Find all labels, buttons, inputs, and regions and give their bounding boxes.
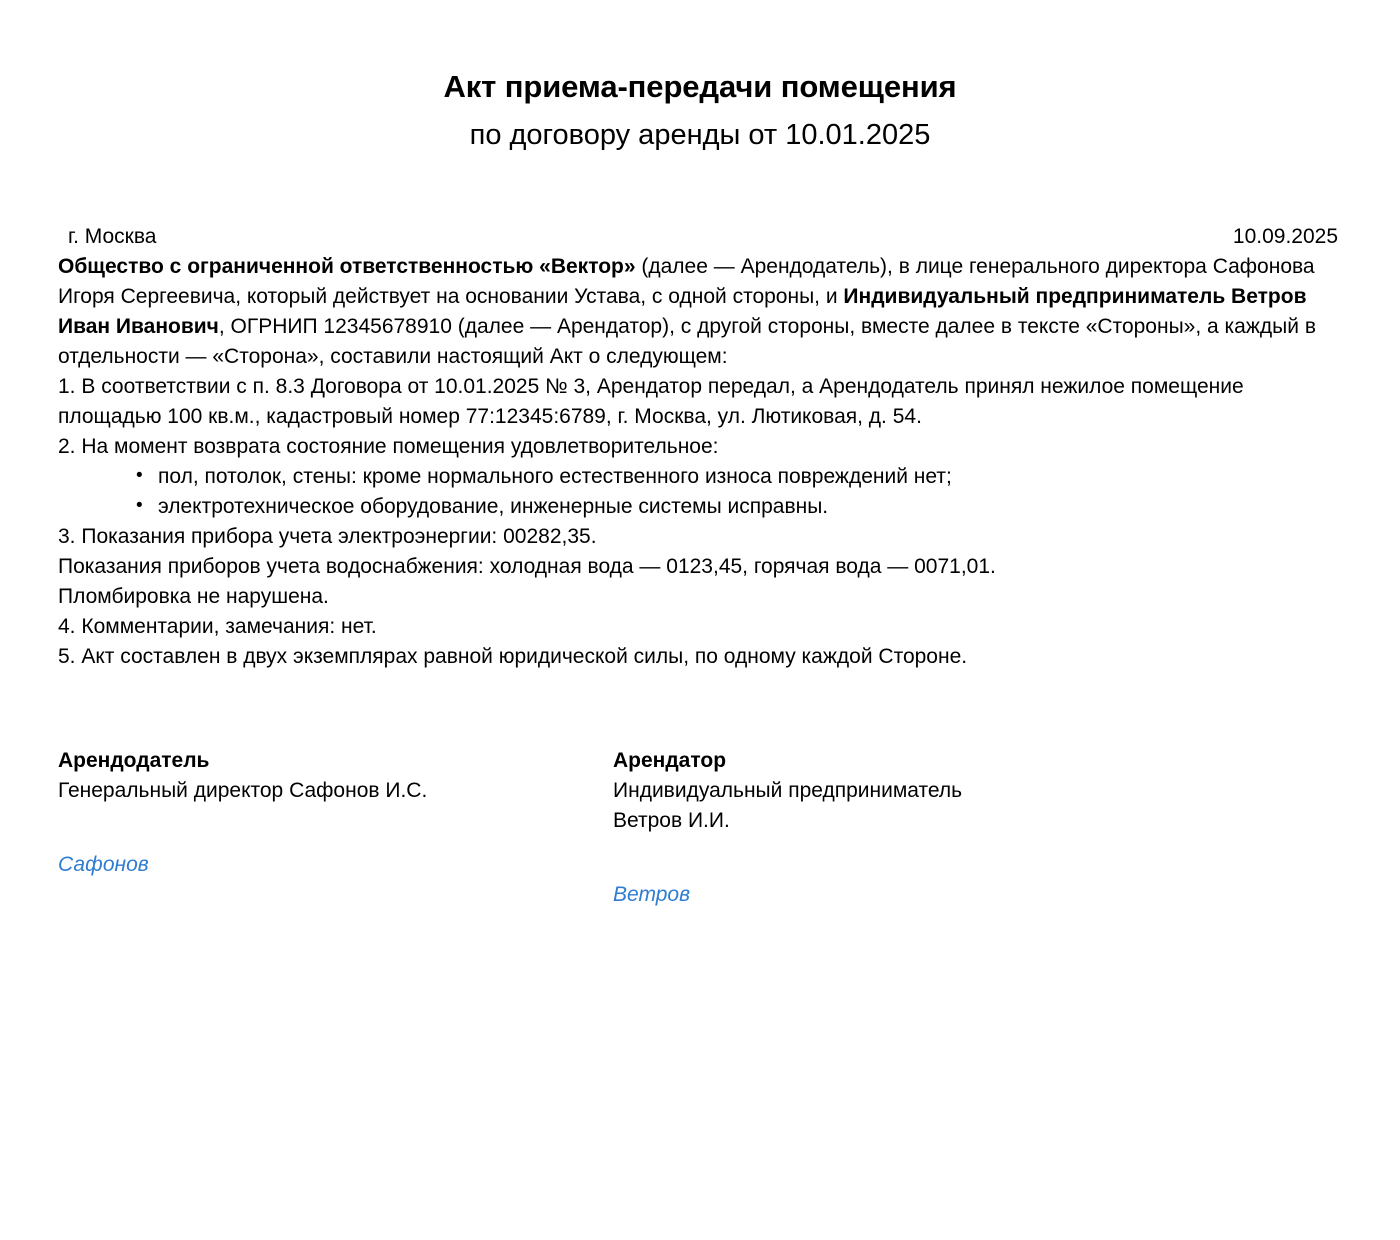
document-body: [58, 222, 1342, 910]
page-subtitle: по договору аренды от 10.01.2025: [469, 119, 931, 151]
clause-1: 1. В соответствии с п. 8.3 Договора от 10.01.2025 № 3, Арендатор передал, а Арендодатель принял нежилое помещение площадью 100 кв.м., кадастровый номер 77:12345:6789, г. Москва, ул. Лютиковая, д. 54.: [58, 375, 1244, 428]
title-block: [0, 0, 1400, 156]
parties-paragraph: [58, 252, 1342, 372]
tenant-person-name: Ветров И.И.: [613, 809, 730, 832]
condition-bullet-list: [58, 462, 1342, 522]
clause-5-copies: 5. Акт составлен в двух экземплярах равной юридической силы, по одному каждой Стороне.: [58, 645, 968, 668]
tenant-signature-column: [613, 746, 1168, 910]
clause-3-electricity-reading: 3. Показания прибора учета электроэнергии: 00282,35.: [58, 525, 597, 548]
water-meter-readings: Показания приборов учета водоснабжения: холодная вода — 0123,45, горячая вода — 0071,01.: [58, 555, 996, 578]
list-item: • пол, потолок, стены: кроме нормального естественного износа повреждений нет;: [58, 462, 1342, 492]
tenant-details: , ОГРНИП 12345678910 (далее — Арендатор), с другой стороны, вместе далее в тексте «Стороны», а каждый в отдельности — «Сторона», составили настоящий Акт о следующем:: [58, 315, 1316, 368]
tenant-name: Индивидуальный предприниматель Ветров Иван Иванович: [58, 285, 1307, 338]
landlord-name: Общество с ограниченной ответственностью «Вектор»: [58, 255, 636, 278]
clause-4-comments: 4. Комментарии, замечания: нет.: [58, 615, 377, 638]
landlord-role-heading: Арендодатель: [58, 749, 210, 772]
signature-block: [58, 746, 1342, 910]
tenant-person-title: Индивидуальный предприниматель: [613, 779, 963, 802]
tenant-role-heading: Арендатор: [613, 749, 727, 772]
city-label: г. Москва: [68, 225, 157, 248]
list-item: • электротехническое оборудование, инженерные системы исправны.: [58, 492, 1342, 522]
place-and-date-row: [58, 222, 1342, 252]
landlord-signature-column: [58, 746, 613, 910]
seal-status: Пломбировка не нарушена.: [58, 585, 329, 608]
clause-2-lead: 2. На момент возврата состояние помещения удовлетворительное:: [58, 435, 719, 458]
landlord-details: (далее — Арендодатель), в лице генерального директора Сафонова Игоря Сергеевича, который действует на основании Устава, с одной стороны, и: [58, 255, 1315, 308]
page-title: Акт приема-передачи помещения: [443, 69, 957, 104]
tenant-signature-mark: Ветров: [613, 883, 691, 906]
landlord-signature-mark: Сафонов: [58, 853, 149, 876]
document-date: 10.09.2025: [1232, 225, 1338, 248]
landlord-person-name: Генеральный директор Сафонов И.С.: [58, 779, 428, 802]
